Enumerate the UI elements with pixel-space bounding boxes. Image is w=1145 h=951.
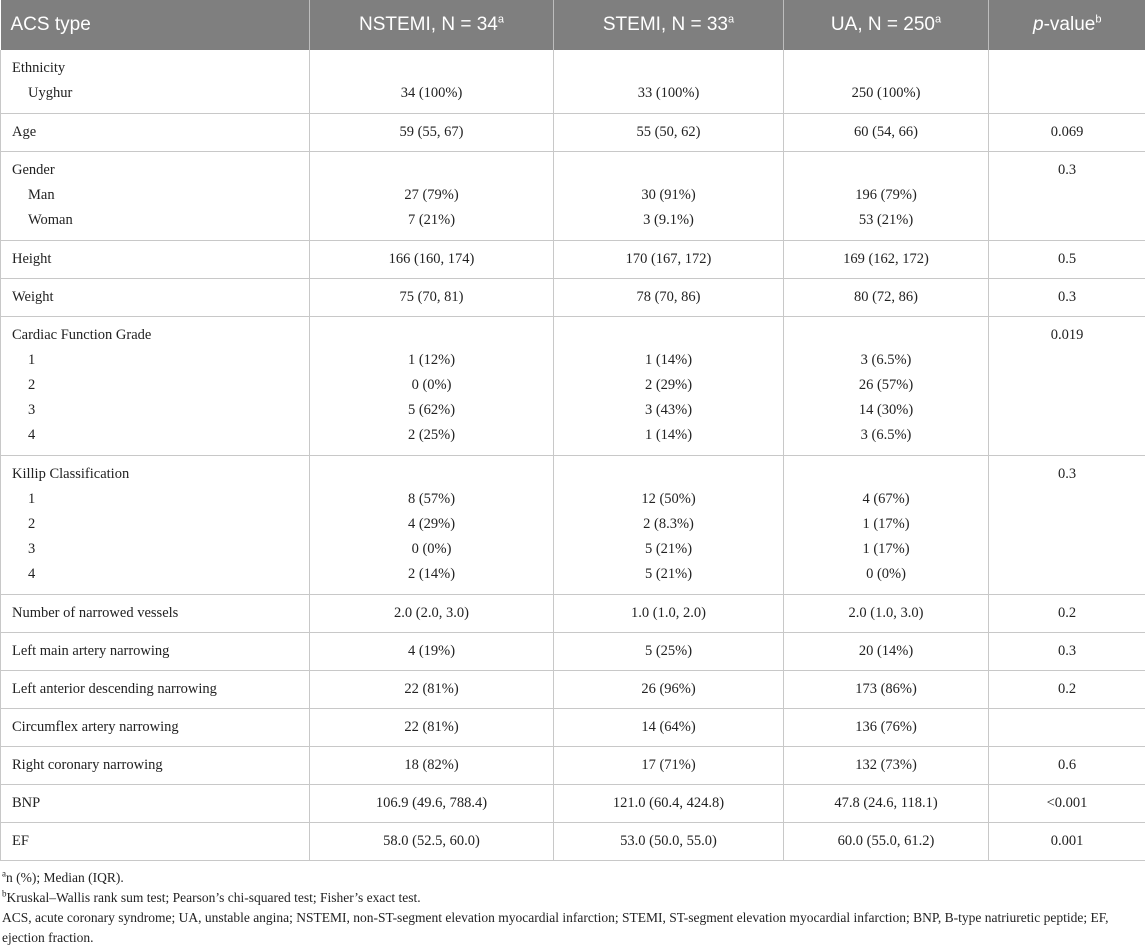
cell-ua [784,671,989,709]
cell-ua [784,152,989,241]
cell-p-value [989,317,1145,456]
cell-value: 14 (64%) [641,719,696,735]
cell-value [554,56,783,81]
cell-value: 60 (54, 66) [853,124,919,140]
cell-ua [784,456,989,595]
cell-value [554,462,783,487]
header-nstemi-label: NSTEMI, N = 34 [359,14,498,35]
cell-p-value [989,633,1145,671]
cell-nstemi [310,823,554,861]
row-label-cell [1,671,310,709]
cell-p-value [989,709,1145,747]
header-stemi [554,0,784,50]
cell-value [310,158,553,183]
cell-value: 0.3 [1057,289,1077,305]
row-label: Killip Classification [12,466,130,482]
cell-value: 2.0 (2.0, 3.0) [394,605,469,621]
header-p-italic: p [1033,14,1044,35]
cell-value: 7 (21%) [407,212,456,228]
cell-stemi [554,456,784,595]
row-label-cell [1,317,310,456]
header-ua [784,0,989,50]
header-acs-type-label: ACS type [10,14,91,35]
cell-stemi [554,317,784,456]
header-row [1,0,1145,50]
cell-stemi [554,785,784,823]
cell-ua [784,633,989,671]
cell-value: 121.0 (60.4, 424.8) [612,795,725,811]
cell-value: 59 (55, 67) [399,124,464,140]
cell-value [784,56,988,81]
cell-value: 4 (67%) [862,491,910,507]
cell-value: 0.2 [1057,681,1077,697]
cell-p-value [989,785,1145,823]
cell-value: 47.8 (24.6, 118.1) [834,795,938,811]
cell-stemi [554,709,784,747]
cell-value: 1.0 (1.0, 2.0) [631,605,706,621]
cell-ua [784,709,989,747]
cell-nstemi [310,671,554,709]
cell-p-value [989,279,1145,317]
cell-nstemi [310,633,554,671]
row-label-cell [1,241,310,279]
cell-value: 17 (71%) [641,757,696,773]
cell-value: 1 (14%) [644,352,693,368]
cell-value: 0 (0%) [411,541,452,557]
cell-stemi [554,671,784,709]
cell-value: 250 (100%) [851,85,921,101]
cell-value [989,715,1145,740]
cell-value: 26 (57%) [858,377,914,393]
row-label-cell [1,785,310,823]
row-label: Left main artery narrowing [12,643,170,659]
cell-ua [784,114,989,152]
footnote-a [0,868,1140,888]
cell-p-value [989,114,1145,152]
cell-value: 80 (72, 86) [853,289,919,305]
row-label: Ethnicity [12,60,66,76]
table-row [1,633,1145,671]
cell-value [989,56,1145,81]
cell-value: 170 (167, 172) [625,251,712,267]
header-ua-sup: a [934,13,942,26]
cell-value: 26 (96%) [641,681,696,697]
cell-value: 0.019 [1050,327,1084,343]
table-row [1,152,1145,241]
header-nstemi-sup: a [497,13,504,26]
row-label-cell [1,114,310,152]
table-row [1,671,1145,709]
cell-value: 30 (91%) [641,187,696,203]
cell-stemi [554,114,784,152]
row-label: BNP [12,795,41,811]
row-label: Right coronary narrowing [12,757,163,773]
cell-value: 136 (76%) [855,719,917,735]
cell-nstemi [310,785,554,823]
cell-ua [784,747,989,785]
cell-nstemi [310,152,554,241]
cell-ua [784,823,989,861]
row-label-cell [1,595,310,633]
cell-p-value [989,671,1145,709]
cell-value: 22 (81%) [404,681,459,697]
table-row [1,317,1145,456]
cell-value: 3 (6.5%) [860,352,912,368]
cell-nstemi [310,241,554,279]
cell-value: 1 (12%) [407,352,456,368]
cell-value: 4 (29%) [407,516,456,532]
cell-value: 3 (6.5%) [860,427,912,443]
cell-nstemi [310,747,554,785]
cell-value: 1 (17%) [862,516,910,532]
cell-ua [784,317,989,456]
table-row [1,50,1145,114]
cell-value: 173 (86%) [855,681,917,697]
cell-nstemi [310,709,554,747]
cell-value: 2.0 (1.0, 3.0) [848,605,924,621]
header-p-value-sup: b [1095,13,1102,26]
footnote-b-text: Kruskal–Wallis rank sum test; Pearson’s chi-squared test; Fisher’s exact test. [6,890,421,905]
cell-value: 0.6 [1057,757,1077,773]
table-row [1,709,1145,747]
row-label: Cardiac Function Grade [12,327,152,343]
cell-stemi [554,50,784,114]
row-label: Height [12,251,52,267]
header-nstemi [310,0,554,50]
cell-value: 53.0 (50.0, 55.0) [620,833,717,849]
row-label-cell [1,709,310,747]
cell-value: 0.069 [1050,124,1084,140]
row-sublabel: 1 [28,352,36,368]
cell-p-value [989,823,1145,861]
cell-value: 196 (79%) [855,187,917,203]
cell-p-value [989,595,1145,633]
cell-value: 78 (70, 86) [636,289,701,305]
cell-value: 18 (82%) [404,757,459,773]
footnote-b [0,888,1140,908]
header-p-value [989,0,1145,50]
cell-value: 4 (19%) [407,643,456,659]
table-row [1,241,1145,279]
table-row [1,595,1145,633]
header-stemi-label: STEMI, N = 33 [602,14,728,35]
cell-value: 169 (162, 172) [843,251,929,267]
row-sublabel: 2 [28,377,36,393]
cell-p-value [989,241,1145,279]
row-label: Number of narrowed vessels [12,605,179,621]
cell-value: 0.001 [1050,833,1084,849]
cell-value: 1 (14%) [644,427,693,443]
cell-value: <0.001 [1046,795,1088,811]
cell-value: 132 (73%) [855,757,917,773]
row-label-cell [1,633,310,671]
footnote-a-text: n (%); Median (IQR). [6,870,124,885]
cell-value: 0.5 [1057,251,1077,267]
cell-value: 8 (57%) [407,491,456,507]
cell-value: 5 (21%) [644,566,693,582]
cell-value: 53 (21%) [858,212,914,228]
cell-value: 55 (50, 62) [636,124,701,140]
row-sublabel: 3 [28,541,36,557]
row-label-cell [1,152,310,241]
footnote-a-marker: a [2,868,6,879]
table-row [1,747,1145,785]
footnote-abbreviations: ACS, acute coronary syndrome; UA, unstable angina; NSTEMI, non-ST-segment elevation myocardial infarction; STEMI, ST-segment elevation myocardial infarction; BNP, B-type natriuretic peptide; EF, ejection fraction. [2,910,1109,945]
cell-value: 75 (70, 81) [399,289,464,305]
cell-ua [784,785,989,823]
cell-value: 0 (0%) [411,377,452,393]
cell-value [784,462,988,487]
cell-nstemi [310,50,554,114]
row-label: Weight [12,289,54,305]
row-sublabel: 4 [28,566,36,582]
table-row [1,785,1145,823]
header-stemi-sup: a [728,13,735,26]
cell-value: 58.0 (52.5, 60.0) [383,833,480,849]
cell-value: 0 (0%) [866,566,906,582]
cell-ua [784,241,989,279]
footnote-b-marker: b [2,888,7,899]
cell-value: 2 (14%) [407,566,456,582]
cell-nstemi [310,279,554,317]
cell-value [310,462,553,487]
row-sublabel: 1 [28,491,36,507]
row-sublabel: 4 [28,427,36,443]
cell-value: 5 (25%) [644,643,693,659]
cell-value: 106.9 (49.6, 788.4) [375,795,488,811]
cell-value: 2 (29%) [644,377,693,393]
cell-p-value [989,747,1145,785]
cell-value: 3 (9.1%) [643,212,694,228]
header-p-value-label: -value [1043,14,1096,35]
table-row [1,114,1145,152]
cell-ua [784,50,989,114]
row-sublabel: 3 [28,402,36,418]
cell-value: 5 (62%) [407,402,456,418]
cell-value: 27 (79%) [404,187,459,203]
row-sublabel: Woman [28,212,73,228]
cell-value [784,323,988,348]
row-label: Gender [12,162,55,178]
cell-value [310,56,553,81]
cell-ua [784,595,989,633]
cell-value: 60.0 (55.0, 61.2) [837,833,935,849]
cell-stemi [554,633,784,671]
cell-value: 0.3 [1057,162,1077,178]
cell-value: 34 (100%) [400,85,463,101]
header-ua-label: UA, N = 250 [830,14,935,35]
row-sublabel: Uyghur [28,85,73,101]
cell-value: 0.2 [1057,605,1077,621]
cell-value: 2 (8.3%) [643,516,694,532]
row-label: Circumflex artery narrowing [12,719,179,735]
table-header [1,0,1145,50]
cell-value: 33 (100%) [637,85,700,101]
row-sublabel: 2 [28,516,36,532]
row-label: Age [12,124,37,140]
cell-stemi [554,747,784,785]
cell-value: 1 (17%) [862,541,910,557]
cell-p-value [989,50,1145,114]
cell-stemi [554,279,784,317]
cell-p-value [989,152,1145,241]
cell-value: 12 (50%) [641,491,696,507]
table-row [1,279,1145,317]
cell-stemi [554,152,784,241]
cell-value: 22 (81%) [404,719,459,735]
table-body [1,50,1145,861]
cell-value [784,158,988,183]
cell-stemi [554,241,784,279]
cell-nstemi [310,317,554,456]
row-label-cell [1,279,310,317]
cell-ua [784,279,989,317]
cell-stemi [554,595,784,633]
cell-stemi [554,823,784,861]
row-label: EF [12,833,29,849]
row-label-cell [1,456,310,595]
cell-nstemi [310,595,554,633]
table-footnotes [0,868,1140,948]
cell-value [310,323,553,348]
cell-value: 20 (14%) [858,643,914,659]
cell-nstemi [310,114,554,152]
cell-nstemi [310,456,554,595]
table-row [1,823,1145,861]
cell-value: 3 (43%) [644,402,693,418]
row-label-cell [1,50,310,114]
cell-value [554,158,783,183]
row-sublabel: Man [28,187,55,203]
cell-value: 2 (25%) [407,427,456,443]
row-label-cell [1,747,310,785]
row-label-cell [1,823,310,861]
cell-value: 0.3 [1057,643,1077,659]
header-acs-type [1,0,310,50]
cell-value: 5 (21%) [644,541,693,557]
cell-p-value [989,456,1145,595]
cell-value: 166 (160, 174) [388,251,475,267]
cell-value: 0.3 [1057,466,1077,482]
cell-value: 14 (30%) [858,402,914,418]
table-row [1,456,1145,595]
cell-value [554,323,783,348]
row-label: Left anterior descending narrowing [12,681,217,697]
